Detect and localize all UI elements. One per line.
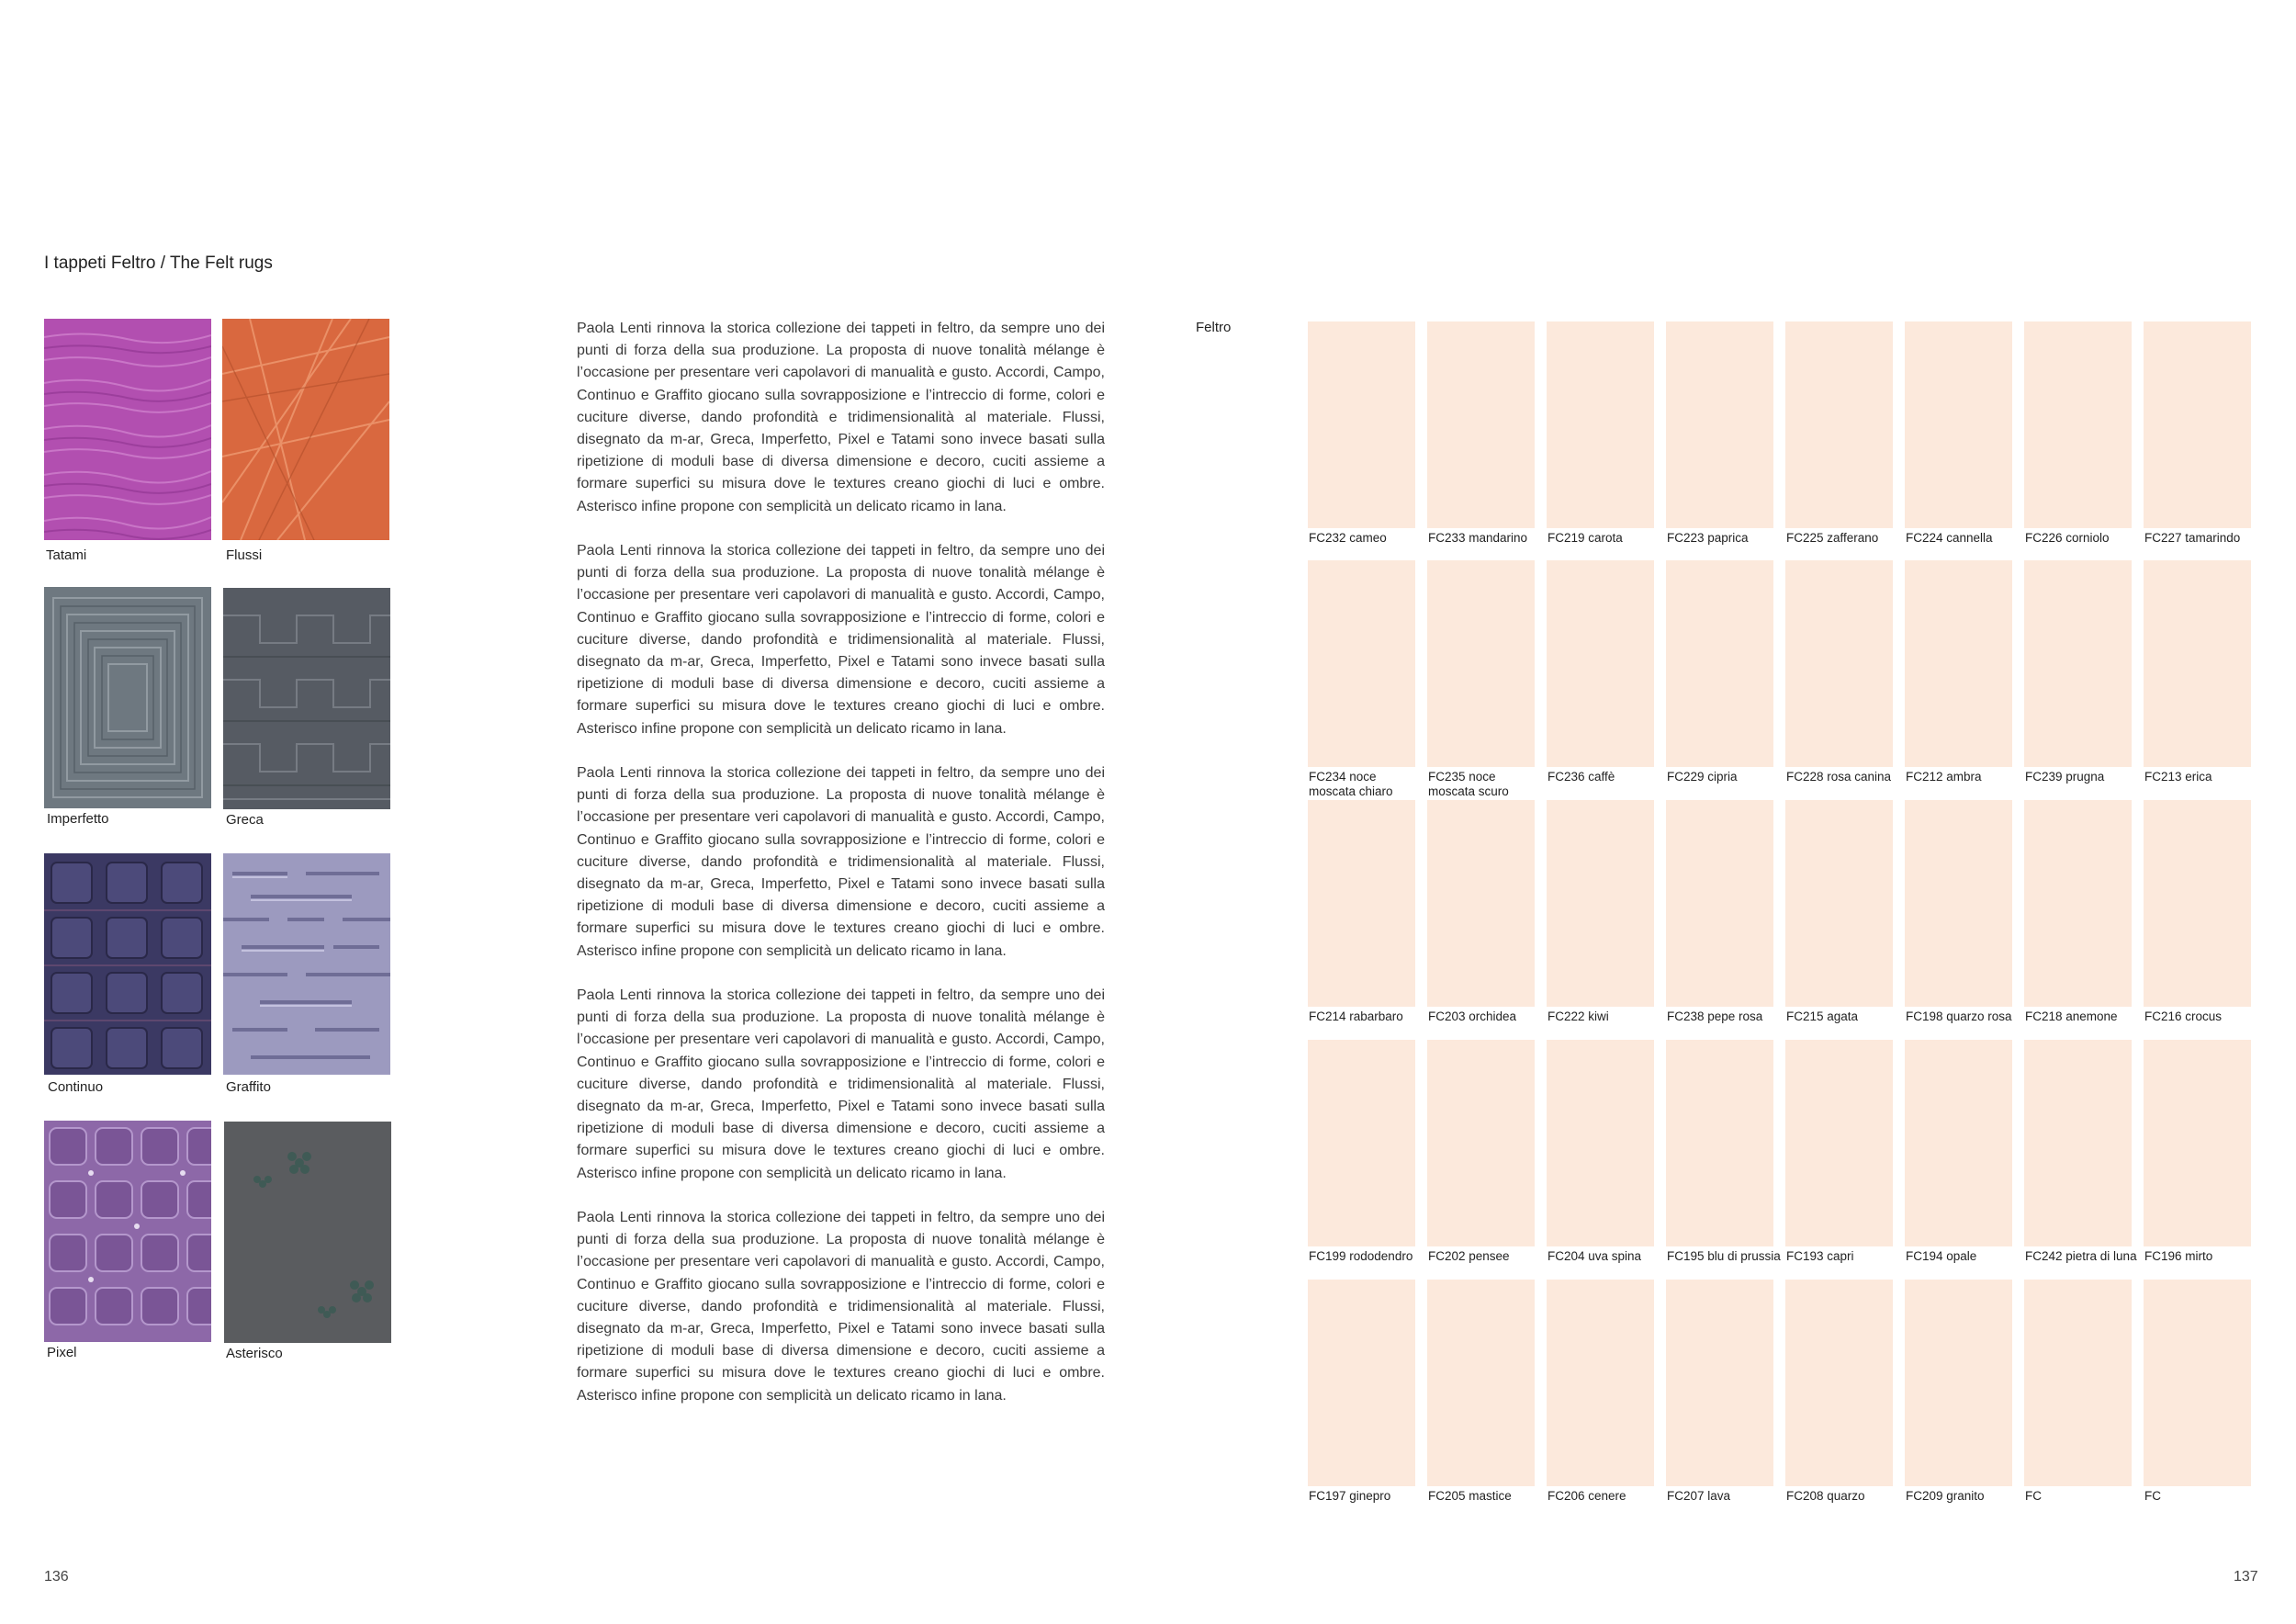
- rug-label: Imperfetto: [47, 811, 109, 827]
- color-swatch: [1785, 1040, 1893, 1246]
- color-swatch: [1427, 1280, 1535, 1486]
- description-text: [577, 318, 1105, 1429]
- color-swatch-label: FC229 cipria: [1667, 770, 1738, 784]
- color-swatch-label: FC196 mirto: [2144, 1249, 2213, 1263]
- color-swatch: [1427, 800, 1535, 1007]
- color-swatch: [2024, 1040, 2132, 1246]
- swatch-panel-label: Feltro: [1196, 320, 1232, 335]
- color-swatch-label: FC222 kiwi: [1548, 1009, 1609, 1023]
- color-swatch: [1308, 560, 1415, 767]
- paragraph: Paola Lenti rinnova la storica collezione dei tappeti in feltro, da sempre uno dei punti di forza della sua produzione. La proposta di nuove tonalità mélange è l’occasione per presentare veri capolavori di manualità e gusto. Accordi, Campo, Continuo e Graffito giocano sulla sovrapposizione e l’intreccio di forme, colori e cuciture diverse, dando profondità e tridimensionalità al materiale. Flussi, disegnato da m-ar, Greca, Imperfetto, Pixel e Tatami sono invece basati sulla ripetizione di moduli base di diversa dimensione e decoro, cuciti assieme a formare superfici su misura dove le textures creano giochi di luci e ombre. Asterisco infine propone con semplicità un delicato ricamo in lana.: [577, 987, 1105, 1181]
- color-swatch: [2144, 560, 2251, 767]
- color-swatch-label: FC234 noce moscata chiaro: [1309, 770, 1393, 798]
- color-swatch-label: FC242 pietra di luna: [2025, 1249, 2137, 1263]
- color-swatch: [1666, 321, 1773, 528]
- color-swatch-label: FC194 opale: [1906, 1249, 1977, 1263]
- color-swatch-label: FC207 lava: [1667, 1489, 1731, 1503]
- color-swatch-label: FC218 anemone: [2025, 1009, 2118, 1023]
- color-swatch: [2144, 800, 2251, 1007]
- color-swatch: [1785, 800, 1893, 1007]
- color-swatch-label: FC195 blu di prussia: [1667, 1249, 1781, 1263]
- color-swatch-label: FC206 cenere: [1548, 1489, 1626, 1503]
- color-swatch: [1308, 1040, 1415, 1246]
- color-swatch-label: FC224 cannella: [1906, 531, 1993, 545]
- color-swatch: [1905, 800, 2012, 1007]
- color-swatch: [1905, 1040, 2012, 1246]
- page-number-left: 136: [44, 1569, 69, 1585]
- color-swatch: [1427, 321, 1535, 528]
- color-swatch: [1905, 1280, 2012, 1486]
- color-swatch-label: FC203 orchidea: [1428, 1009, 1517, 1023]
- color-swatch-label: FC228 rosa canina: [1786, 770, 1892, 784]
- color-swatch-label: FC193 capri: [1786, 1249, 1854, 1263]
- color-swatch: [1547, 1040, 1654, 1246]
- section-title: I tappeti Feltro / The Felt rugs: [44, 254, 273, 273]
- paragraph: Paola Lenti rinnova la storica collezione dei tappeti in feltro, da sempre uno dei punti di forza della sua produzione. La proposta di nuove tonalità mélange è l’occasione per presentare veri capolavori di manualità e gusto. Accordi, Campo, Continuo e Graffito giocano sulla sovrapposizione e l’intreccio di forme, colori e cuciture diverse, dando profondità e tridimensionalità al materiale. Flussi, disegnato da m-ar, Greca, Imperfetto, Pixel e Tatami sono invece basati sulla ripetizione di moduli base di diversa dimensione e decoro, cuciti assieme a formare superfici su misura dove le textures creano giochi di luci e ombre. Asterisco infine propone con semplicità un delicato ricamo in lana.: [577, 765, 1105, 959]
- graffito-rug-image: [223, 853, 390, 1075]
- color-swatch-label: FC212 ambra: [1906, 770, 1982, 784]
- tatami-rug-image: [44, 319, 211, 540]
- color-swatch: [1427, 1040, 1535, 1246]
- color-swatch-label: FC215 agata: [1786, 1009, 1859, 1023]
- color-swatch-label: FC208 quarzo: [1786, 1489, 1865, 1503]
- color-swatch: [1666, 1280, 1773, 1486]
- color-swatch-label: FC209 granito: [1906, 1489, 1985, 1503]
- color-swatch-label: FC205 mastice: [1428, 1489, 1512, 1503]
- paragraph: Paola Lenti rinnova la storica collezione dei tappeti in feltro, da sempre uno dei punti di forza della sua produzione. La proposta di nuove tonalità mélange è l’occasione per presentare veri capolavori di manualità e gusto. Accordi, Campo, Continuo e Graffito giocano sulla sovrapposizione e l’intreccio di forme, colori e cuciture diverse, dando profondità e tridimensionalità al materiale. Flussi, disegnato da m-ar, Greca, Imperfetto, Pixel e Tatami sono invece basati sulla ripetizione di moduli base di diversa dimensione e decoro, cuciti assieme a formare superfici su misura dove le textures creano giochi di luci e ombre. Asterisco infine propone con semplicità un delicato ricamo in lana.: [577, 543, 1105, 737]
- color-swatch: [2144, 321, 2251, 528]
- rug-label: Continuo: [48, 1079, 104, 1095]
- color-swatch-label: FC238 pepe rosa: [1667, 1009, 1763, 1023]
- color-swatch-label: FC202 pensee: [1428, 1249, 1510, 1263]
- color-swatch: [1905, 560, 2012, 767]
- color-swatch: [1308, 800, 1415, 1007]
- continuo-rug-image: [44, 853, 211, 1075]
- color-swatch-label: FC235 noce moscata scuro: [1428, 770, 1509, 798]
- color-swatch-label: FC199 rododendro: [1309, 1249, 1413, 1263]
- color-swatch: [2144, 1040, 2251, 1246]
- imperfetto-rug-image: [44, 587, 211, 808]
- color-swatch: [2024, 560, 2132, 767]
- color-swatch-label: FC225 zafferano: [1786, 531, 1879, 545]
- color-swatch-label: FC213 erica: [2144, 770, 2212, 784]
- color-swatch-label: FC197 ginepro: [1309, 1489, 1391, 1503]
- color-swatch: [1308, 1280, 1415, 1486]
- color-swatch: [1547, 800, 1654, 1007]
- color-swatch: [1785, 560, 1893, 767]
- color-swatch-label: FC214 rabarbaro: [1309, 1009, 1403, 1023]
- color-swatch-label: FC204 uva spina: [1548, 1249, 1642, 1263]
- color-swatch-label: FC232 cameo: [1309, 531, 1387, 545]
- color-swatch-label: FC233 mandarino: [1428, 531, 1528, 545]
- color-swatch: [1785, 321, 1893, 528]
- color-swatch-label: FC219 carota: [1548, 531, 1623, 545]
- color-swatch: [2024, 321, 2132, 528]
- rug-label: Flussi: [226, 547, 263, 563]
- color-swatch-label: FC: [2025, 1489, 2042, 1503]
- color-swatch-label: FC198 quarzo rosa: [1906, 1009, 2012, 1023]
- color-swatch-label: FC: [2144, 1489, 2161, 1503]
- paragraph: Paola Lenti rinnova la storica collezione dei tappeti in feltro, da sempre uno dei punti di forza della sua produzione. La proposta di nuove tonalità mélange è l’occasione per presentare veri capolavori di manualità e gusto. Accordi, Campo, Continuo e Graffito giocano sulla sovrapposizione e l’intreccio di forme, colori e cuciture diverse, dando profondità e tridimensionalità al materiale. Flussi, disegnato da m-ar, Greca, Imperfetto, Pixel e Tatami sono invece basati sulla ripetizione di moduli base di diversa dimensione e decoro, cuciti assieme a formare superfici su misura dove le textures creano giochi di luci e ombre. Asterisco infine propone con semplicità un delicato ricamo in lana.: [577, 1210, 1105, 1404]
- color-swatch-label: FC216 crocus: [2144, 1009, 2223, 1023]
- rug-label: Graffito: [226, 1079, 271, 1095]
- pixel-rug-image: [44, 1121, 211, 1342]
- asterisco-rug-image: [224, 1122, 391, 1343]
- color-swatch: [1785, 1280, 1893, 1486]
- rug-label: Tatami: [46, 547, 87, 563]
- color-swatch: [1547, 1280, 1654, 1486]
- greca-rug-image: [223, 588, 390, 809]
- color-swatch-label: FC239 prugna: [2025, 770, 2105, 784]
- color-swatch: [1427, 560, 1535, 767]
- color-swatch-label: FC226 corniolo: [2025, 531, 2110, 545]
- color-swatch: [1666, 800, 1773, 1007]
- color-swatch-label: FC227 tamarindo: [2144, 531, 2241, 545]
- color-swatch-label: FC236 caffè: [1548, 770, 1615, 784]
- page-number-right: 137: [2234, 1569, 2258, 1585]
- color-swatch: [2144, 1280, 2251, 1486]
- color-swatch: [2024, 800, 2132, 1007]
- rug-label: Asterisco: [226, 1346, 283, 1361]
- paragraph: Paola Lenti rinnova la storica collezione dei tappeti in feltro, da sempre uno dei punti di forza della sua produzione. La proposta di nuove tonalità mélange è l’occasione per presentare veri capolavori di manualità e gusto. Accordi, Campo, Continuo e Graffito giocano sulla sovrapposizione e l’intreccio di forme, colori e cuciture diverse, dando profondità e tridimensionalità al materiale. Flussi, disegnato da m-ar, Greca, Imperfetto, Pixel e Tatami sono invece basati sulla ripetizione di moduli base di diversa dimensione e decoro, cuciti assieme a formare superfici su misura dove le textures creano giochi di luci e ombre. Asterisco infine propone con semplicità un delicato ricamo in lana.: [577, 321, 1105, 514]
- rug-label: Pixel: [47, 1345, 77, 1360]
- color-swatch: [2024, 1280, 2132, 1486]
- color-swatch: [1547, 560, 1654, 767]
- color-swatch: [1666, 560, 1773, 767]
- color-swatch-label: FC223 paprica: [1667, 531, 1749, 545]
- color-swatch: [1666, 1040, 1773, 1246]
- color-swatch: [1905, 321, 2012, 528]
- rug-label: Greca: [226, 812, 264, 828]
- color-swatch: [1308, 321, 1415, 528]
- flussi-rug-image: [222, 319, 389, 540]
- color-swatch: [1547, 321, 1654, 528]
